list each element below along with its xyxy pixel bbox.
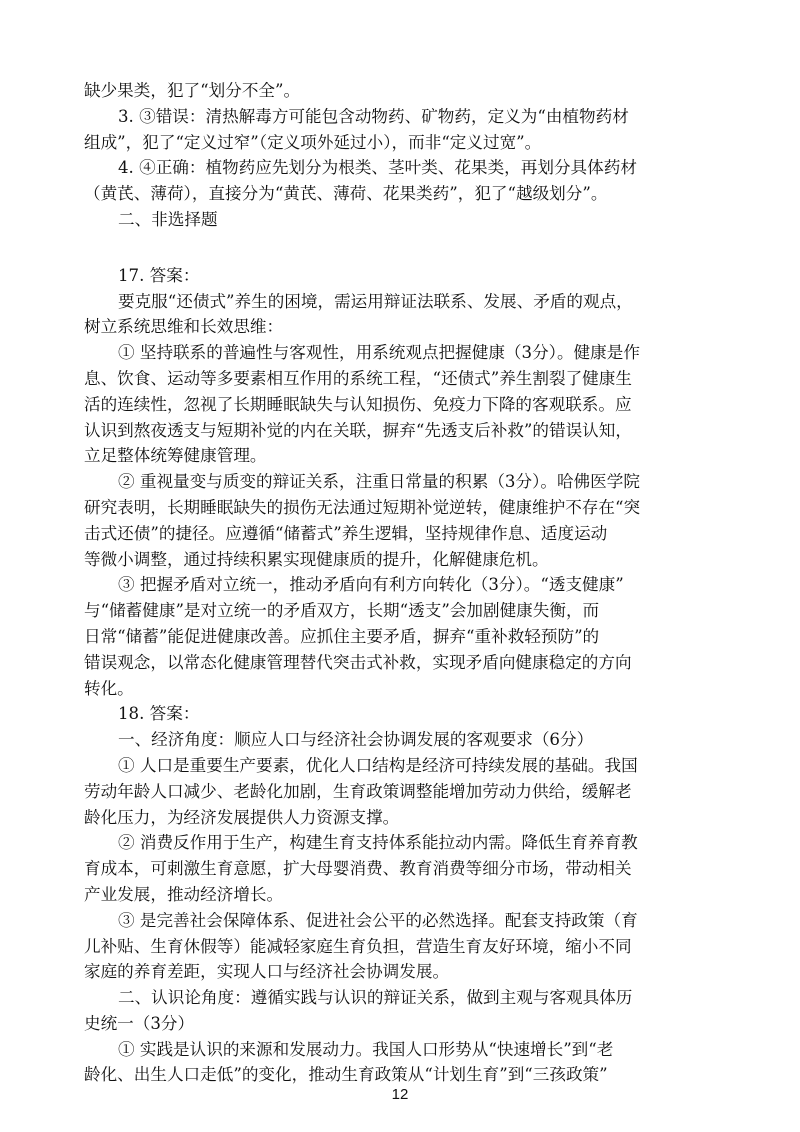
- text-line: 转化。: [84, 678, 134, 698]
- text-line: ③ 把握矛盾对立统一，推动矛盾向有利方向转化（3分）。“透支健康”: [118, 575, 624, 595]
- document-body: [84, 78, 716, 1088]
- text-line: 18. 答案：: [118, 704, 200, 724]
- page-number: 12: [391, 1086, 409, 1103]
- text-line: 劳动年龄人口减少、老龄化加剧，生育政策调整能增加劳动力供给，缓解老: [84, 781, 632, 801]
- text-line: 育成本，可刺激生育意愿，扩大母婴消费、教育消费等细分市场，带动相关: [84, 859, 632, 879]
- text-line: ③ 是完善社会保障体系、促进社会公平的必然选择。配套支持政策（育: [118, 910, 638, 930]
- text-line: 二、认识论角度：遵循实践与认识的辩证关系，做到主观与客观具体历: [118, 988, 633, 1008]
- text-line: ② 重视量变与质变的辩证关系，注重日常量的积累（3分）。哈佛医学院: [118, 472, 640, 492]
- text-line: 要克服“还债式”养生的困境，需运用辩证法联系、发展、矛盾的观点，: [118, 291, 633, 311]
- text-line: 日常“储蓄”能促进健康改善。应抓住主要矛盾，摒弃“重补救轻预防”的: [84, 626, 600, 646]
- text-line: 儿补贴、生育休假等）能减轻家庭生育负担，营造生育友好环境，缩小不同: [84, 936, 632, 956]
- text-line: 4. ④正确：植物药应先划分为根类、茎叶类、花果类，再划分具体药材: [118, 158, 637, 178]
- text-line: 17. 答案：: [118, 265, 200, 285]
- text-line: 家庭的养育差距，实现人口与经济社会协调发展。: [84, 962, 450, 982]
- text-line: 产业发展，推动经济增长。: [84, 884, 284, 904]
- text-line: 击式还债”的捷径。应遵循“储蓄式”养生逻辑，坚持规律作息、适度运动: [84, 523, 608, 543]
- text-line: ① 实践是认识的来源和发展动力。我国人口形势从“快速增长”到“老: [118, 1039, 614, 1059]
- section-gap: [84, 233, 716, 263]
- text-line: 缺少果类，犯了“划分不全”。: [84, 81, 301, 100]
- text-line: 息、饮食、运动等多要素相互作用的系统工程，“还债式”养生割裂了健康生: [84, 368, 632, 388]
- text-line: 等微小调整，通过持续积累实现健康质的提升，化解健康危机。: [84, 549, 549, 569]
- text-line: 龄化、出生人口走低”的变化，推动生育政策从“计划生育”到“三孩政策”: [84, 1065, 608, 1085]
- text-line: 史统一（3分）: [84, 1013, 195, 1033]
- text-line: ① 坚持联系的普遍性与客观性，用系统观点把握健康（3分）。健康是作: [118, 343, 640, 363]
- text-line: （黄芪、薄荷），直接分为“黄芪、薄荷、花果类药”，犯了“越级划分”。: [84, 184, 608, 204]
- text-line: 组成”，犯了“定义过窄”（定义项外延过小），而非“定义过宽”。: [84, 132, 542, 152]
- text-line: 认识到熬夜透支与短期补觉的内在关联，摒弃“先透支后补救”的错误认知，: [84, 420, 632, 440]
- text-line: 二、非选择题: [118, 209, 218, 229]
- text-line: 活的连续性，忽视了长期睡眠缺失与认知损伤、免疫力下降的客观联系。应: [84, 394, 632, 414]
- text-line: 一、经济角度：顺应人口与经济社会协调发展的客观要求（6分）: [118, 730, 594, 750]
- text-line: 与“储蓄健康”是对立统一的矛盾双方，长期“透支”会加剧健康失衡，而: [84, 601, 600, 621]
- text-line: 立足整体统筹健康管理。: [84, 446, 267, 466]
- text-line: ① 人口是重要生产要素，优化人口结构是经济可持续发展的基础。我国: [118, 755, 638, 775]
- text-line: 树立系统思维和长效思维：: [84, 317, 284, 337]
- text-line: 研究表明，长期睡眠缺失的损伤无法通过短期补觉逆转，健康维护不存在“突: [84, 497, 641, 517]
- text-line: ② 消费反作用于生产，构建生育支持体系能拉动内需。降低生育养育教: [118, 833, 638, 853]
- text-line: 3. ③错误：清热解毒方可能包含动物药、矿物药，定义为“由植物药材: [118, 106, 629, 126]
- text-line: 龄化压力，为经济发展提供人力资源支撑。: [84, 807, 400, 827]
- text-line: 错误观念，以常态化健康管理替代突击式补救，实现矛盾向健康稳定的方向: [84, 652, 632, 672]
